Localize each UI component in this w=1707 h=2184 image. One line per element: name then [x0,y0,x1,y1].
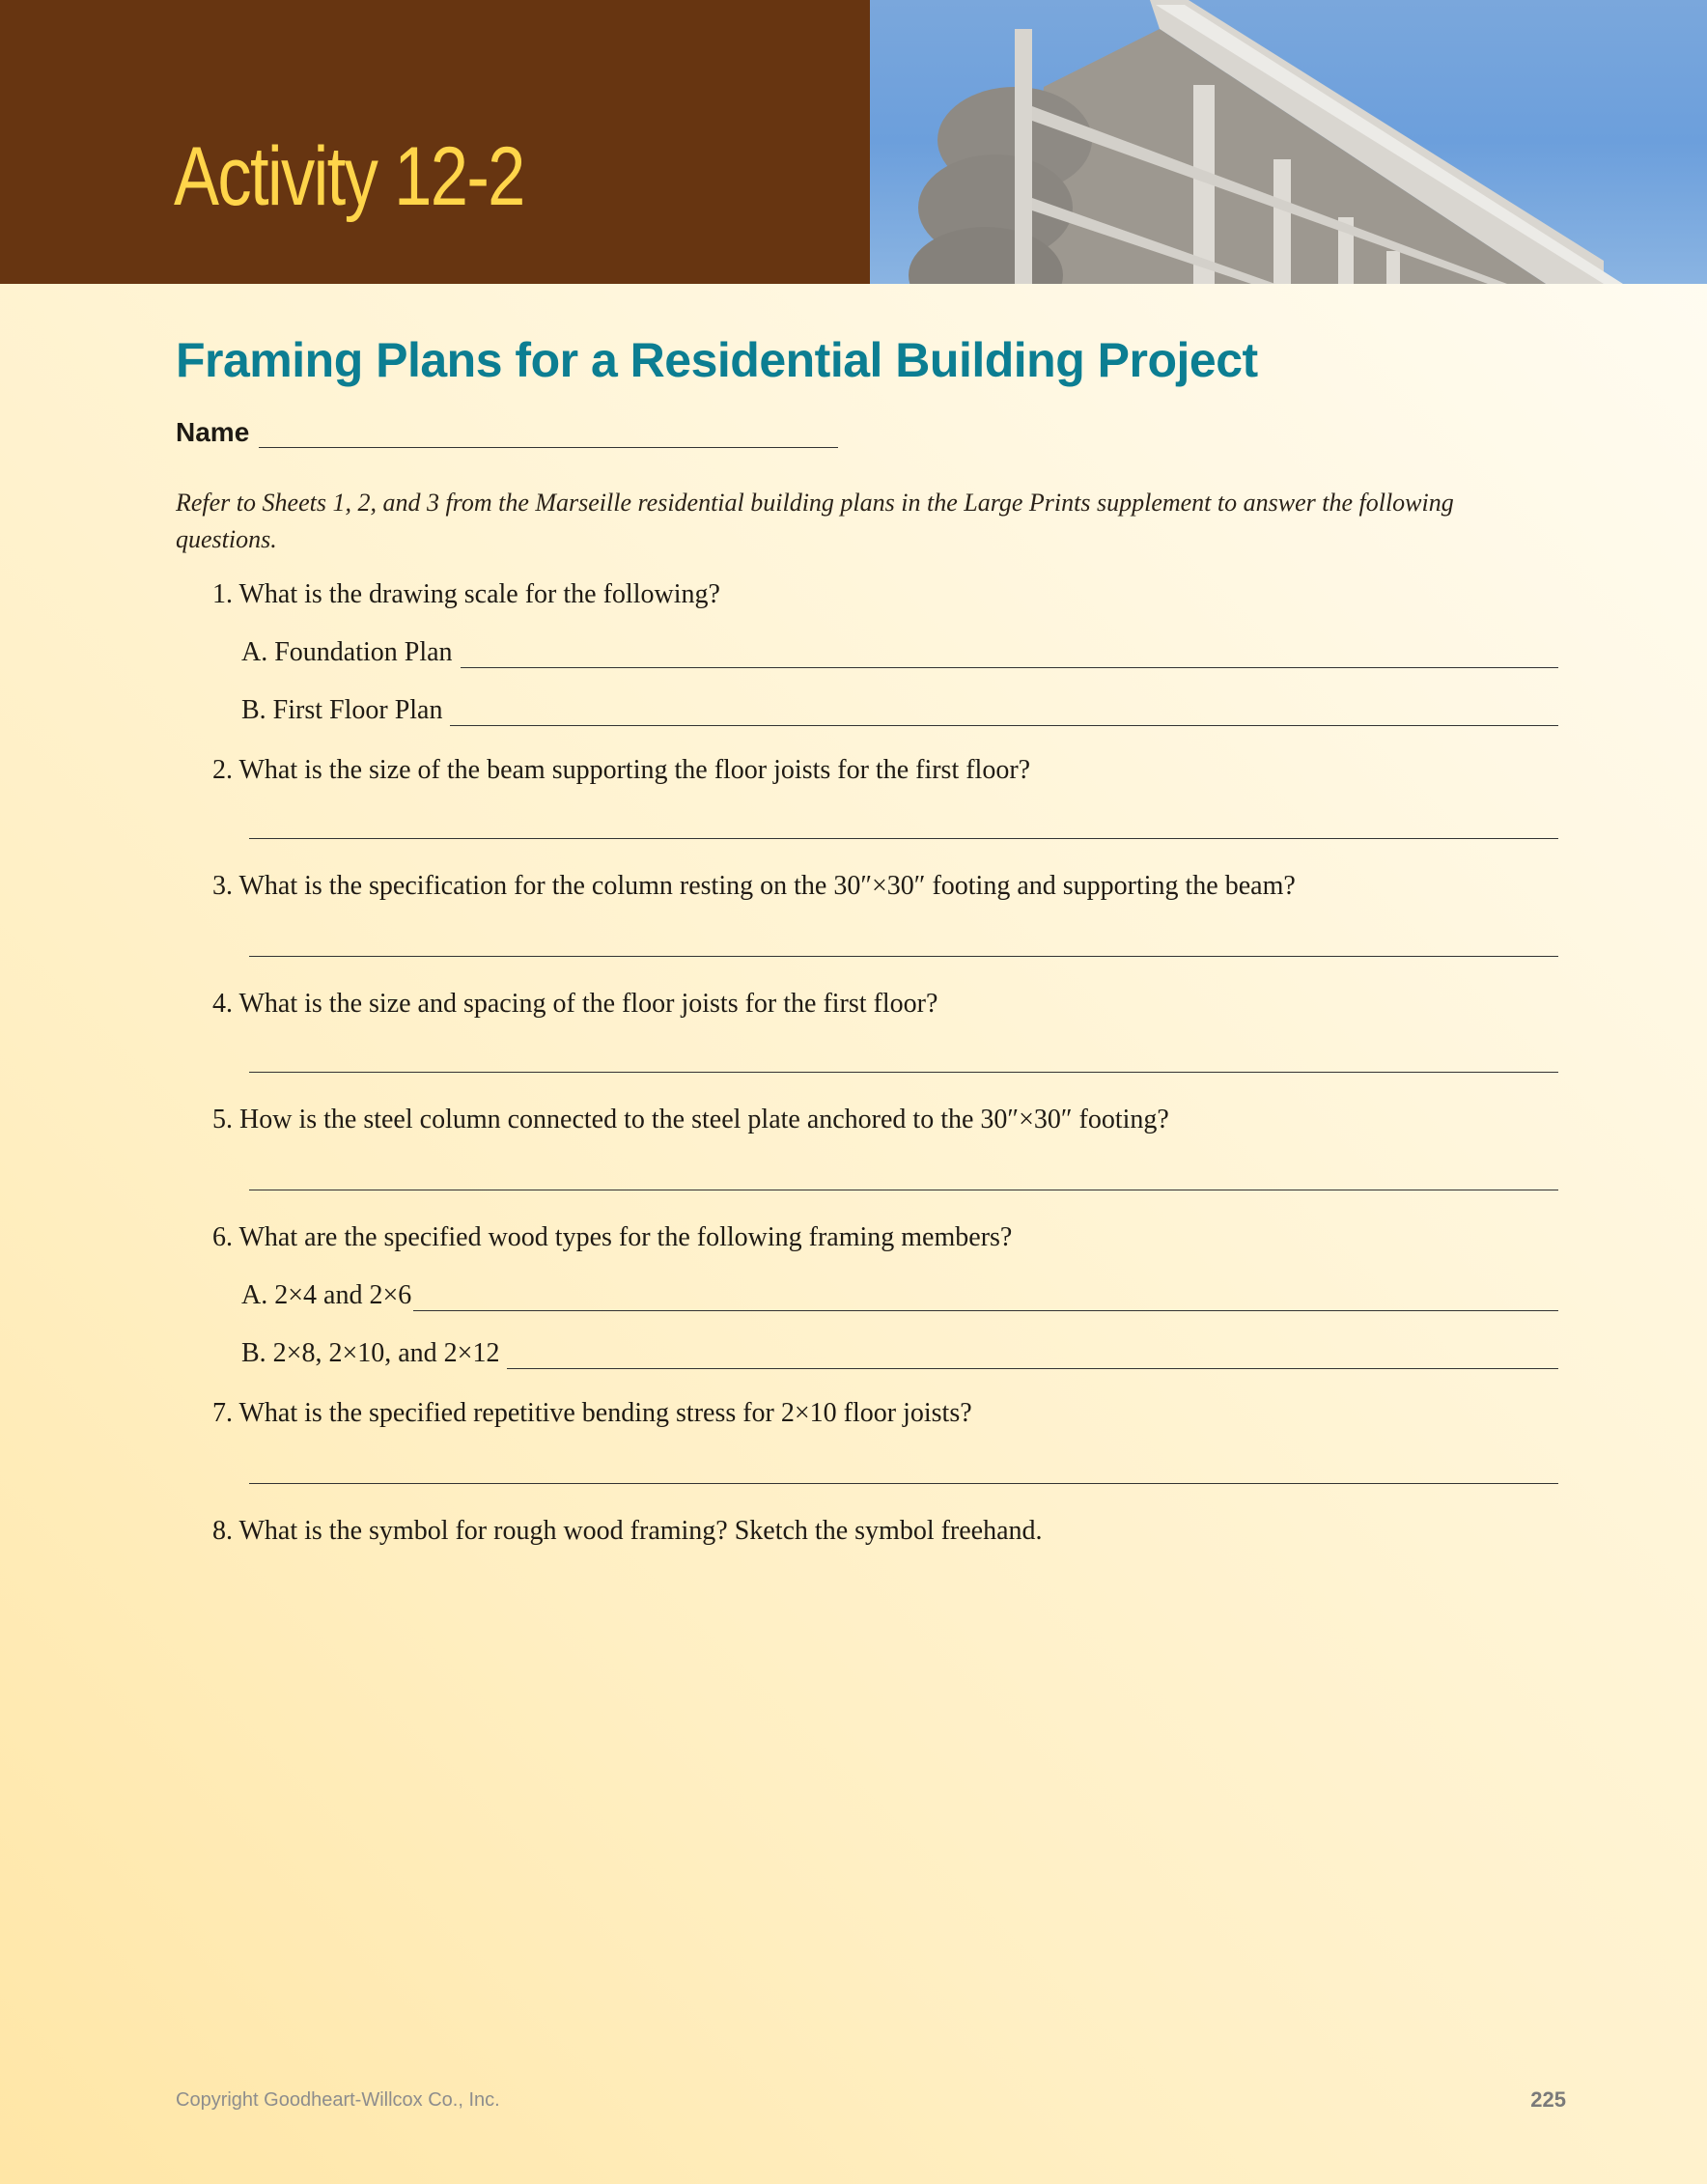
copyright: Copyright Goodheart-Willcox Co., Inc. [176,2089,500,2111]
page-title: Framing Plans for a Residential Building Project [176,333,1258,387]
answer-line[interactable] [413,1287,1558,1311]
question-text: What is the size and spacing of the floor joists for the first floor? [238,989,938,1019]
question-6b [241,1338,1558,1369]
instructions: Refer to Sheets 1, 2, and 3 from the Marseille residential building plans in the Large Prints supplement to answer the following questions. [176,489,1454,553]
question-text: What is the drawing scale for the following? [238,579,720,609]
question-1 [212,579,720,610]
question-text: How is the steel column connected to the steel plate anchored to the 30″×30″ footing? [239,1105,1169,1134]
question-number: 3. [212,871,233,901]
question-number: 4. [212,989,233,1019]
answer-line[interactable] [249,956,1558,957]
question-number: 7. [212,1398,233,1428]
question-1b [241,695,1558,726]
building-photo [870,0,1707,284]
part-label: B. First Floor Plan [241,695,443,725]
question-1a [241,637,1558,668]
question-3 [212,871,1296,902]
question-4 [212,989,937,1020]
question-number: 1. [212,579,233,609]
question-number: 6. [212,1222,233,1252]
question-text: What is the specified repetitive bending stress for 2×10 floor joists? [238,1398,972,1428]
question-text: What is the symbol for rough wood framing? Sketch the symbol freehand. [238,1516,1043,1546]
name-input-line[interactable] [259,422,838,448]
answer-line[interactable] [507,1345,1558,1369]
question-number: 2. [212,755,233,785]
question-text: What is the size of the beam supporting the floor joists for the first floor? [238,755,1031,785]
question-number: 5. [212,1105,233,1134]
question-2 [212,755,1030,786]
activity-label: Activity 12-2 [174,130,524,223]
answer-line[interactable] [249,1483,1558,1484]
concrete-building-image [870,0,1707,284]
question-5 [212,1105,1169,1135]
sketch-area[interactable] [212,1564,1558,2028]
question-6 [212,1222,1012,1253]
answer-line[interactable] [249,838,1558,839]
page-number: 225 [1530,2087,1566,2112]
question-text: What are the specified wood types for the following framing members? [238,1222,1013,1252]
question-text: What is the specification for the column resting on the 30″×30″ footing and supporting the beam? [238,871,1296,901]
answer-line[interactable] [249,1072,1558,1073]
answer-line[interactable] [461,644,1558,668]
name-field-row [176,417,838,448]
question-8 [212,1516,1043,1547]
question-7 [212,1398,972,1429]
part-label: A. 2×4 and 2×6 [241,1280,412,1310]
header-banner [0,0,870,284]
answer-line[interactable] [450,702,1558,726]
part-label: A. Foundation Plan [241,637,453,667]
name-label: Name [176,417,250,447]
question-number: 8. [212,1516,233,1546]
question-6a [241,1280,1558,1311]
part-label: B. 2×8, 2×10, and 2×12 [241,1338,500,1368]
